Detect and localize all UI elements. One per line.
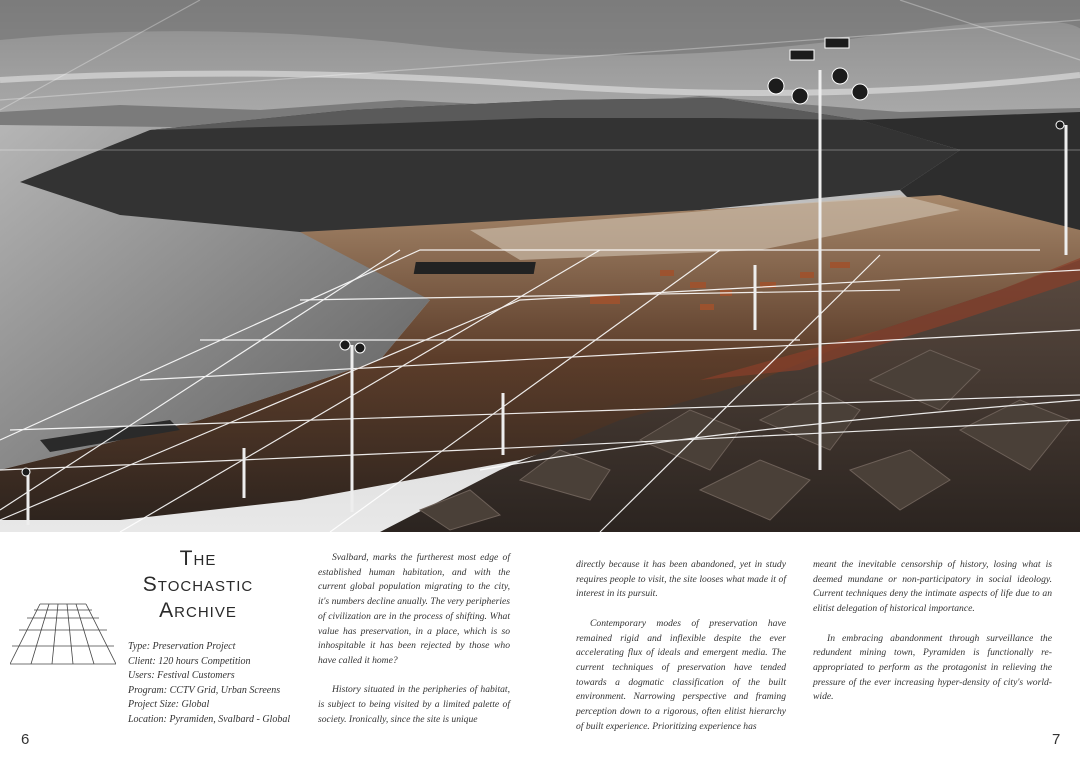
- page-title: [118, 546, 278, 624]
- page-number-right: 7: [1052, 731, 1061, 748]
- project-client: Client: 120 hours Competition: [128, 655, 251, 667]
- title-line-1: The: [179, 547, 217, 570]
- page-number-left: 6: [21, 731, 30, 748]
- project-location: Location: Pyramiden, Svalbard - Global: [128, 713, 291, 725]
- paragraph: Svalbard, marks the furtherest most edge of established human habitation, and with the current global population migrating to the city, it's numbers decline anually. The very peripheries of civilization are in the process of shifting. What value has preservation, in a place, which is so inhospitable it has been rejected by those who have called it home?: [318, 552, 510, 666]
- project-info: [128, 640, 313, 728]
- paragraph: directly because it has been abandoned, yet in study requires people to visit, the site looses what made it of interest in its pursuit.: [576, 559, 786, 600]
- text-column-3: [813, 558, 1052, 720]
- paragraph: History situated in the peripheries of habitat, is subject to being visited by a limited palette of society. Ironically, since the site is unique: [318, 684, 510, 725]
- title-line-2: Stochastic: [142, 573, 254, 596]
- title-line-3: Archive: [159, 599, 237, 622]
- paragraph: meant the inevitable censorship of history, losing what is deemed mundane or non-participatory in social ideology. Current techniques deny the intimate aspects of life due to an elitist delegation of historical importance.: [813, 559, 1052, 615]
- project-users: Users: Festival Customers: [128, 670, 235, 682]
- text-column-1: [318, 551, 510, 742]
- paragraph: Contemporary modes of preservation have remained rigid and inflexible despite the ever accelerating flux of ideals and emergent media. The current techniques of preservation have tended towards a dogmatic classification of the built environment. Narrowing perspective and framing perception down to a rigorous, often elitist hierarchy of built experience. Prioritizing experience has: [576, 617, 786, 732]
- text-column-2: [576, 558, 786, 749]
- project-size: Project Size: Global: [128, 699, 210, 711]
- project-program: Program: CCTV Grid, Urban Screens: [128, 684, 281, 696]
- perspective-grid-icon: [10, 600, 116, 666]
- paragraph: In embracing abandonment through surveillance the redundent mining town, Pyramiden is functionally re-appropriated to perform as the protagonist in relieving the pressure of the ever increasing hyper-density of city's world-wide.: [813, 632, 1052, 703]
- project-type: Type: Preservation Project: [128, 641, 236, 652]
